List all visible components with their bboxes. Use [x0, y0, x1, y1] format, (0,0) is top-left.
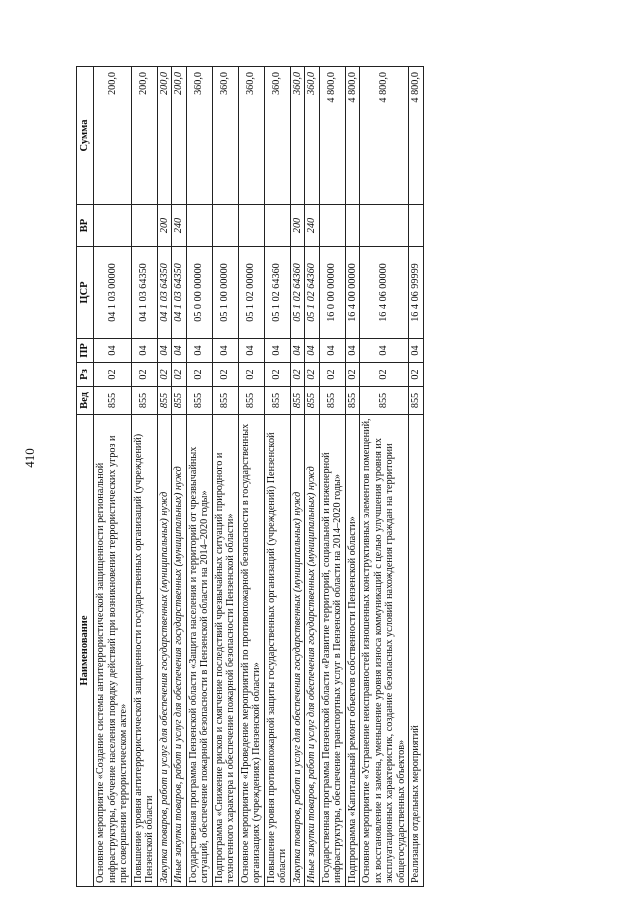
cell-name: Государственная программа Пензенской области «Защита населения и территорий от чрезвычайных ситуаций, обеспечение пожарной безопасности в Пензенской области на 2014–2020 годы» — [186, 415, 212, 887]
cell-vr: 240 — [172, 205, 187, 247]
cell-rz: 02 — [305, 363, 320, 387]
cell-pr: 04 — [290, 339, 305, 363]
cell-vr: 240 — [305, 205, 320, 247]
cell-rz: 02 — [264, 363, 290, 387]
cell-ved: 855 — [131, 387, 157, 415]
cell-pr: 04 — [238, 339, 264, 363]
table-header-row — [77, 67, 94, 887]
header-vr: ВР — [77, 205, 94, 247]
cell-name: Государственная программа Пензенской области «Развитие территорий, социальной и инженерной инфраструктуры, обеспечение транспортных услуг в Пензенской области на 2014–2020 годы» — [319, 415, 345, 887]
table-row — [157, 67, 172, 887]
cell-pr: 04 — [172, 339, 187, 363]
cell-ved: 855 — [186, 387, 212, 415]
cell-sum: 360,0 — [186, 67, 212, 205]
cell-ved: 855 — [409, 387, 424, 415]
cell-ved: 855 — [360, 387, 409, 415]
cell-sum: 360,0 — [305, 67, 320, 205]
cell-pr: 04 — [186, 339, 212, 363]
cell-rz: 02 — [319, 363, 345, 387]
cell-name: Повышение уровня антитеррористической защищенности государственных организаций (учреждений) Пензенской области — [131, 415, 157, 887]
header-ved: Вед — [77, 387, 94, 415]
cell-sum: 200,0 — [172, 67, 187, 205]
rotated-page — [76, 67, 564, 887]
table-row — [186, 67, 212, 887]
cell-vr — [409, 205, 424, 247]
cell-csr: 05 1 02 64360 — [305, 247, 320, 339]
cell-rz: 02 — [131, 363, 157, 387]
header-name: Наименование — [77, 415, 94, 887]
cell-sum: 200,0 — [131, 67, 157, 205]
cell-vr — [131, 205, 157, 247]
cell-sum: 360,0 — [238, 67, 264, 205]
cell-vr — [238, 205, 264, 247]
cell-ved: 855 — [345, 387, 360, 415]
cell-csr: 05 1 00 00000 — [212, 247, 238, 339]
cell-vr: 200 — [157, 205, 172, 247]
cell-csr: 16 4 06 00000 — [360, 247, 409, 339]
page-number: 410 — [22, 448, 37, 468]
cell-rz: 02 — [157, 363, 172, 387]
cell-ved: 855 — [172, 387, 187, 415]
cell-name: Иные закупки товаров, работ и услуг для обеспечения государственных (муниципальных) нужд — [172, 415, 187, 887]
cell-sum: 4 800,0 — [345, 67, 360, 205]
cell-sum: 4 800,0 — [360, 67, 409, 205]
cell-name: Закупка товаров, работ и услуг для обеспечения государственных (муниципальных) нужд — [157, 415, 172, 887]
header-pr: ПР — [77, 339, 94, 363]
cell-ved: 855 — [290, 387, 305, 415]
table-row — [360, 67, 409, 887]
table-row — [319, 67, 345, 887]
cell-rz: 02 — [290, 363, 305, 387]
cell-pr: 04 — [319, 339, 345, 363]
cell-sum: 360,0 — [264, 67, 290, 205]
table-row — [290, 67, 305, 887]
cell-sum: 360,0 — [290, 67, 305, 205]
cell-rz: 02 — [172, 363, 187, 387]
cell-name: Подпрограмма «Капитальный ремонт объектов собственности Пензенской области» — [345, 415, 360, 887]
cell-pr: 04 — [345, 339, 360, 363]
cell-ved: 855 — [238, 387, 264, 415]
table-row — [264, 67, 290, 887]
cell-vr — [94, 205, 132, 247]
cell-ved: 855 — [305, 387, 320, 415]
cell-name: Закупка товаров, работ и услуг для обеспечения государственных (муниципальных) нужд — [290, 415, 305, 887]
cell-pr: 04 — [157, 339, 172, 363]
cell-csr: 04 1 03 64350 — [157, 247, 172, 339]
cell-name: Повышение уровня противопожарной защиты государственных организаций (учреждений) Пензенской области — [264, 415, 290, 887]
cell-rz: 02 — [94, 363, 132, 387]
cell-vr — [264, 205, 290, 247]
cell-pr: 04 — [360, 339, 409, 363]
cell-rz: 02 — [186, 363, 212, 387]
cell-csr: 05 0 00 00000 — [186, 247, 212, 339]
cell-csr: 16 4 06 99999 — [409, 247, 424, 339]
cell-csr: 16 0 00 00000 — [319, 247, 345, 339]
cell-pr: 04 — [409, 339, 424, 363]
cell-pr: 04 — [305, 339, 320, 363]
cell-sum: 200,0 — [94, 67, 132, 205]
cell-pr: 04 — [264, 339, 290, 363]
header-csr: ЦСР — [77, 247, 94, 339]
cell-vr — [319, 205, 345, 247]
cell-csr: 05 1 02 64360 — [264, 247, 290, 339]
header-sum: Сумма — [77, 67, 94, 205]
cell-ved: 855 — [94, 387, 132, 415]
cell-rz: 02 — [238, 363, 264, 387]
cell-name: Основное мероприятие «Создание системы антитеррористической защищенности региональной инфраструктуры, обучение населения порядку действий при возникновении террористических угроз и при совершении террористическом акте» — [94, 415, 132, 887]
table-row — [172, 67, 187, 887]
cell-ved: 855 — [157, 387, 172, 415]
cell-csr: 04 1 03 64350 — [131, 247, 157, 339]
table-row — [94, 67, 132, 887]
table-row — [131, 67, 157, 887]
cell-rz: 02 — [360, 363, 409, 387]
cell-csr: 05 1 02 00000 — [238, 247, 264, 339]
cell-ved: 855 — [212, 387, 238, 415]
cell-rz: 02 — [409, 363, 424, 387]
cell-vr: 200 — [290, 205, 305, 247]
table-row — [345, 67, 360, 887]
cell-vr — [345, 205, 360, 247]
cell-rz: 02 — [212, 363, 238, 387]
cell-sum: 4 800,0 — [319, 67, 345, 205]
cell-pr: 04 — [212, 339, 238, 363]
cell-name: Подпрограмма «Снижение рисков и смягчение последствий чрезвычайных ситуаций природного и техногенного характера и обеспечение пожарной безопасности Пензенской области» — [212, 415, 238, 887]
cell-csr: 04 1 03 00000 — [94, 247, 132, 339]
cell-rz: 02 — [345, 363, 360, 387]
cell-ved: 855 — [319, 387, 345, 415]
cell-name: Реализация отдельных мероприятий — [409, 415, 424, 887]
table-body — [94, 67, 424, 887]
cell-vr — [186, 205, 212, 247]
cell-csr: 04 1 03 64350 — [172, 247, 187, 339]
cell-vr — [360, 205, 409, 247]
cell-sum: 200,0 — [157, 67, 172, 205]
budget-table — [76, 66, 424, 887]
cell-csr: 05 1 02 64360 — [290, 247, 305, 339]
header-rz: Рз — [77, 363, 94, 387]
cell-vr — [212, 205, 238, 247]
cell-pr: 04 — [94, 339, 132, 363]
cell-name: Иные закупки товаров, работ и услуг для обеспечения государственных (муниципальных) нужд — [305, 415, 320, 887]
cell-sum: 360,0 — [212, 67, 238, 205]
cell-sum: 4 800,0 — [409, 67, 424, 205]
cell-name: Основное мероприятие «Проведение мероприятий по противопожарной безопасности в государственных организациях (учреждениях) Пензенской области» — [238, 415, 264, 887]
table-row — [305, 67, 320, 887]
cell-pr: 04 — [131, 339, 157, 363]
table-row — [238, 67, 264, 887]
table-row — [409, 67, 424, 887]
table-row — [212, 67, 238, 887]
cell-csr: 16 4 00 00000 — [345, 247, 360, 339]
cell-name: Основное мероприятие «Устранение неисправностей изношенных конструктивных элементов помещений, их восстановление и замена, уменьшение уровня износа коммуникаций с целью улучшения уровня их эксплуатационных характеристик, создание безопасных условий нахождения граждан на территории общегосударственных объектов» — [360, 415, 409, 887]
cell-ved: 855 — [264, 387, 290, 415]
